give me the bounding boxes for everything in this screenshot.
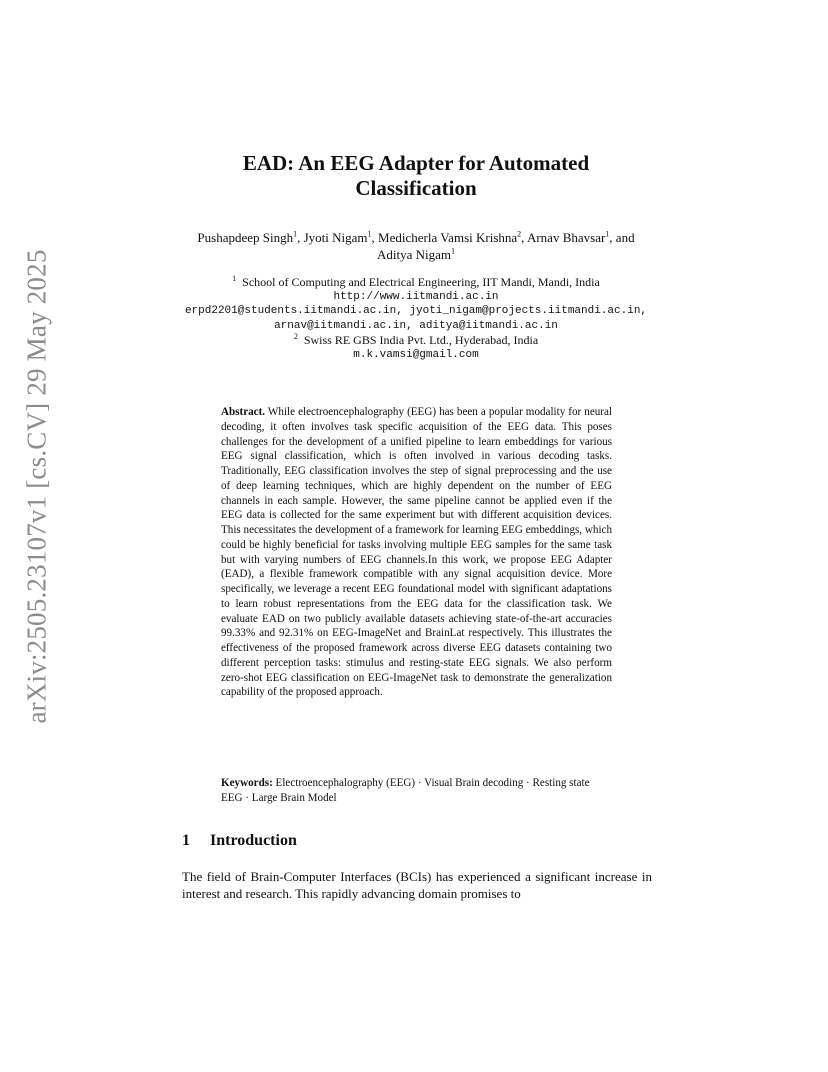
- author-name: Jyoti Nigam: [303, 230, 368, 245]
- abstract-text: While electroencephalography (EEG) has been a popular modality for neural decoding, it often involves task specific acquisition of the EEG data. This poses challenges for the development of a unified pipeline to learn embeddings for various EEG signal classification, which is often involved in various decoding tasks. Traditionally, EEG classification involves the step of signal preprocessing and the use of deep learning techniques, which are highly dependent on the number of EEG channels in each sample. However, the same pipeline cannot be applied even if the EEG data is collected for the same experiment but with different acquisition devices. This necessitates the development of a framework for learning EEG embeddings, which could be highly beneficial for tasks involving multiple EEG samples for the same task but with varying numbers of EEG channels.In this work, we propose EEG Adapter (EAD), a flexible framework compatible with any signal acquisition device. More specifically, we leverage a recent EEG foundational model with significant adaptations to learn robust representations from the EEG data for the classification task. We evaluate EAD on two publicly available datasets achieving state-of-the-art accuracies 99.33% and 92.31% on EEG-ImageNet and BrainLat respectively. This illustrates the effectiveness of the proposed framework across diverse EEG datasets containing two different perception tasks: stimulus and resting-state EEG signals. We also perform zero-shot EEG classification on EEG-ImageNet task to demonstrate the generalization capability of the proposed approach.: [221, 406, 613, 699]
- abstract-block: [221, 405, 612, 700]
- affiliation-mark: 1: [293, 229, 298, 239]
- author-name: Aditya Nigam: [376, 247, 451, 262]
- affiliation-mark: 1: [451, 246, 455, 256]
- affiliation-2-mark: 2: [293, 332, 298, 341]
- affiliation-2-name: Swiss RE GBS India Pvt. Ltd., Hyderabad, India: [303, 333, 539, 347]
- author-name: Arnav Bhavsar: [526, 230, 606, 245]
- affiliation-1-name: School of Computing and Electrical Engineering, IIT Mandi, Mandi, India: [242, 275, 600, 289]
- keywords-block: [221, 776, 612, 806]
- abstract-label: Abstract.: [221, 406, 266, 418]
- section-title-text: Introduction: [210, 832, 297, 849]
- affiliation-1-mark: 1: [232, 274, 237, 283]
- affiliations-block: [150, 275, 682, 362]
- arxiv-id-text: arXiv:2505.23107v1 [cs.CV] 29 May 2025: [21, 248, 52, 724]
- section-number: 1: [182, 832, 190, 849]
- introduction-paragraph: The field of Brain-Computer Interfaces (BCIs) has experienced a significant increase in interest and research. This rapidly advancing domain promises to: [182, 869, 652, 901]
- paper-title: EAD: An EEG Adapter for Automated Classification: [242, 151, 590, 200]
- affiliation-1-emails-line-2[interactable]: arnav@iitmandi.ac.in, aditya@iitmandi.ac.in: [274, 319, 558, 332]
- affiliation-2: [150, 333, 682, 348]
- keywords-label: Keywords:: [221, 777, 273, 789]
- affiliation-mark: 2: [517, 229, 522, 239]
- author-list: Pushapdeep Singh$^1$, Jyoti Nigam$^1$, Medicherla Vamsi Krishna$^2$, Arnav Bhavsar$^1$, and Aditya Nigam$^1$: [197, 229, 635, 262]
- affiliation-1-emails-line-1[interactable]: erpd2201@students.iitmandi.ac.in, jyoti_nigam@projects.iitmandi.ac.in,: [184, 305, 648, 317]
- affiliation-mark: 1: [605, 229, 610, 239]
- affiliation-1-url[interactable]: http://www.iitmandi.ac.in: [333, 290, 499, 303]
- keywords-text: Electroencephalography (EEG) · Visual Brain decoding · Resting state EEG · Large Brain Model: [221, 777, 590, 804]
- author-name: Medicherla Vamsi Krishna: [378, 230, 518, 245]
- affiliation-1: [150, 275, 682, 290]
- affiliation-2-email[interactable]: m.k.vamsi@gmail.com: [353, 348, 479, 361]
- arxiv-identifier-stamp: [18, 248, 56, 724]
- author-name: Pushapdeep Singh: [197, 230, 294, 245]
- section-heading: [182, 832, 297, 850]
- affiliation-mark: 1: [367, 229, 372, 239]
